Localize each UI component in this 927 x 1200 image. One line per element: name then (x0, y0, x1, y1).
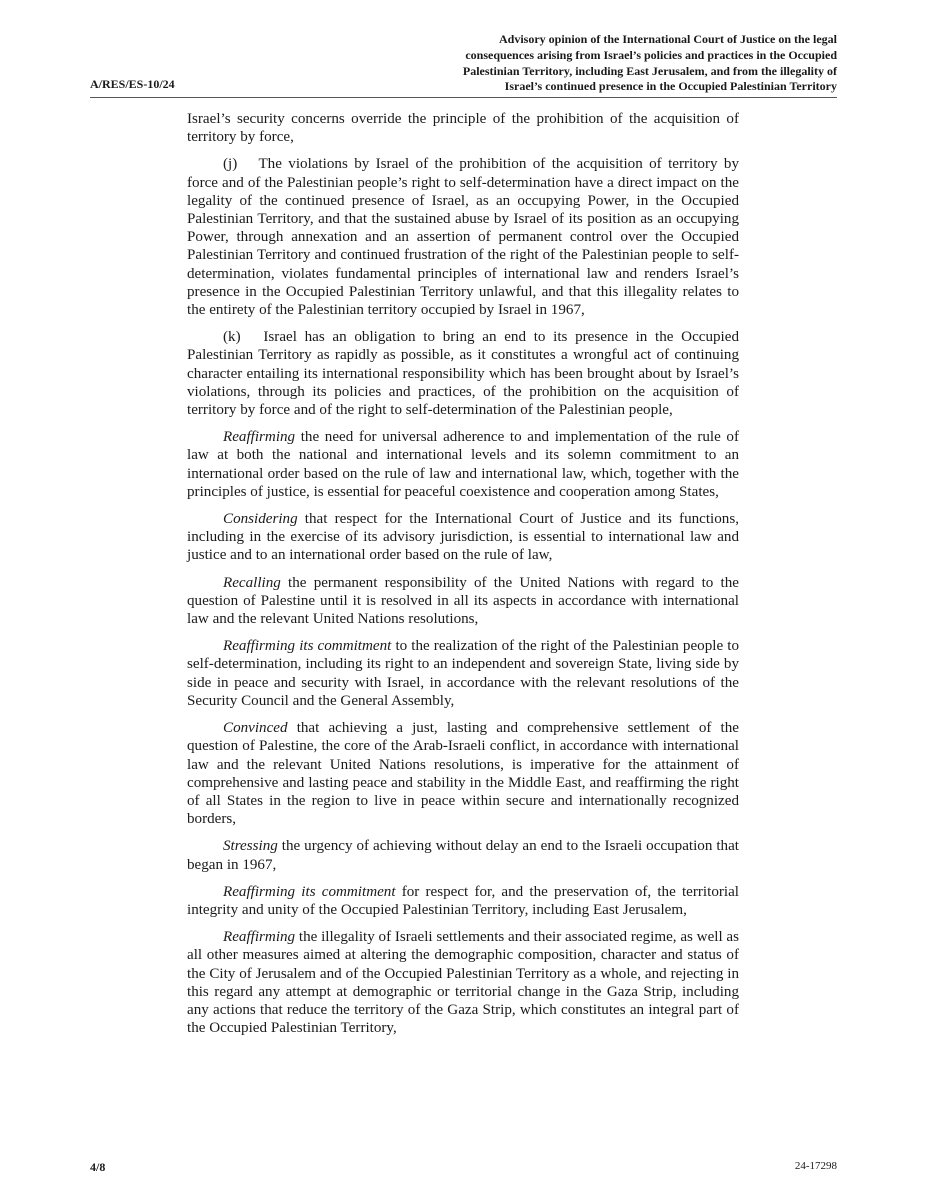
document-symbol: A/RES/ES-10/24 (90, 77, 175, 91)
header-divider (90, 97, 837, 98)
paragraph: Reaffirming the need for universal adherence to and implementation of the rule of law at both the national and international levels and its solemn commitment to an international order based on the rule of law and international law, which, together with the principles of justice, is essential for peaceful coexistence and cooperation among States, (187, 429, 739, 500)
paragraph: Convinced that achieving a just, lasting and comprehensive settlement of the question of Palestine, the core of the Arab-Israeli conflict, in accordance with international law and the relevant United Nations resolutions, is imperative for the attainment of comprehensive and lasting peace and stability in the Middle East, and reaffirming the right of all States in the region to live in peace within secure and internationally recognized borders, (187, 720, 739, 828)
page-number: 4/8 (90, 1160, 106, 1174)
paragraph: Stressing the urgency of achieving without delay an end to the Israeli occupation that began in 1967, (187, 838, 739, 873)
paragraph: Considering that respect for the International Court of Justice and its functions, including in the exercise of its advisory jurisdiction, is essential to international law and justice and to an international order based on the rule of law, (187, 511, 739, 564)
paragraph: Reaffirming its commitment for respect for, and the preservation of, the territorial integrity and unity of the Occupied Palestinian Territory, including East Jerusalem, (187, 883, 739, 918)
paragraph: Reaffirming its commitment to the realization of the right of the Palestinian people to self-determination, including its right to an independent and sovereign State, living side by side in peace and security with Israel, in accordance with the relevant resolutions of the Security Council and the General Assembly, (187, 638, 739, 709)
header-title (417, 32, 837, 95)
paragraph: Israel’s security concerns override the principle of the prohibition of the acquisition of territory by force, (187, 111, 739, 146)
header-title-line: consequences arising from Israel’s policies and practices in the Occupied (465, 47, 837, 62)
paragraph-lead: Reaffirming (223, 429, 296, 446)
header-title-line: Palestinian Territory, including East Jerusalem, and from the illegality of (462, 63, 837, 78)
document-body (187, 110, 739, 1046)
paragraph-lead: Convinced (223, 720, 288, 737)
page-header (90, 32, 837, 98)
paragraph-lead: Stressing (223, 838, 278, 855)
paragraph-lead: Reaffirming its commitment (223, 638, 392, 655)
header-title-line: Israel’s continued presence in the Occupied Palestinian Territory (504, 79, 837, 94)
paragraph: Recalling the permanent responsibility of the United Nations with regard to the question of Palestine until it is resolved in all its aspects in accordance with international law and the relevant United Nations resolutions, (187, 574, 739, 628)
paragraph: (j) The violations by Israel of the prohibition of the acquisition of territory by force and of the Palestinian people’s right to self-determination have a direct impact on the legality of the continued presence of Israel, as an occupying Power, in the Occupied Palestinian Territory, and that the sustained abuse by Israel of its position as an occupying Power, through annexation and an assertion of permanent control over the Occupied Palestinian Territory and continued frustration of the right of the Palestinian people to self-determination, violates fundamental principles of international law and renders Israel’s presence in the Occupied Palestinian Territory unlawful, and that this illegality relates to the entirety of the Palestinian territory occupied by Israel in 1967, (187, 156, 739, 319)
paragraph-lead: Considering (223, 511, 298, 528)
paragraph: Reaffirming the illegality of Israeli settlements and their associated regime, as well as all other measures aimed at altering the demographic composition, character and status of the City of Jerusalem and of the Occupied Palestinian Territory as a whole, and rejecting in this regard any attempt at demographic or territorial change in the Gaza Strip, including any actions that reduce the territory of the Gaza Strip, which constitutes an integral part of the Occupied Palestinian Territory, (187, 929, 739, 1037)
paragraph-lead: Reaffirming its commitment (223, 883, 396, 900)
paragraph-lead: Reaffirming (223, 929, 296, 946)
paragraph: (k) Israel has an obligation to bring an end to its presence in the Occupied Palestinian Territory as rapidly as possible, as it constitutes a wrongful act of continuing character entailing its international responsibility which has been brought about by Israel’s violations, through its policies and practices, of the prohibition on the acquisition of territory by force and of the right to self-determination of the Palestinian people, (187, 329, 739, 419)
document-code: 24-17298 (794, 1160, 837, 1172)
header-title-line: Advisory opinion of the International Court of Justice on the legal (498, 32, 837, 46)
paragraph-lead: Recalling (223, 574, 281, 591)
